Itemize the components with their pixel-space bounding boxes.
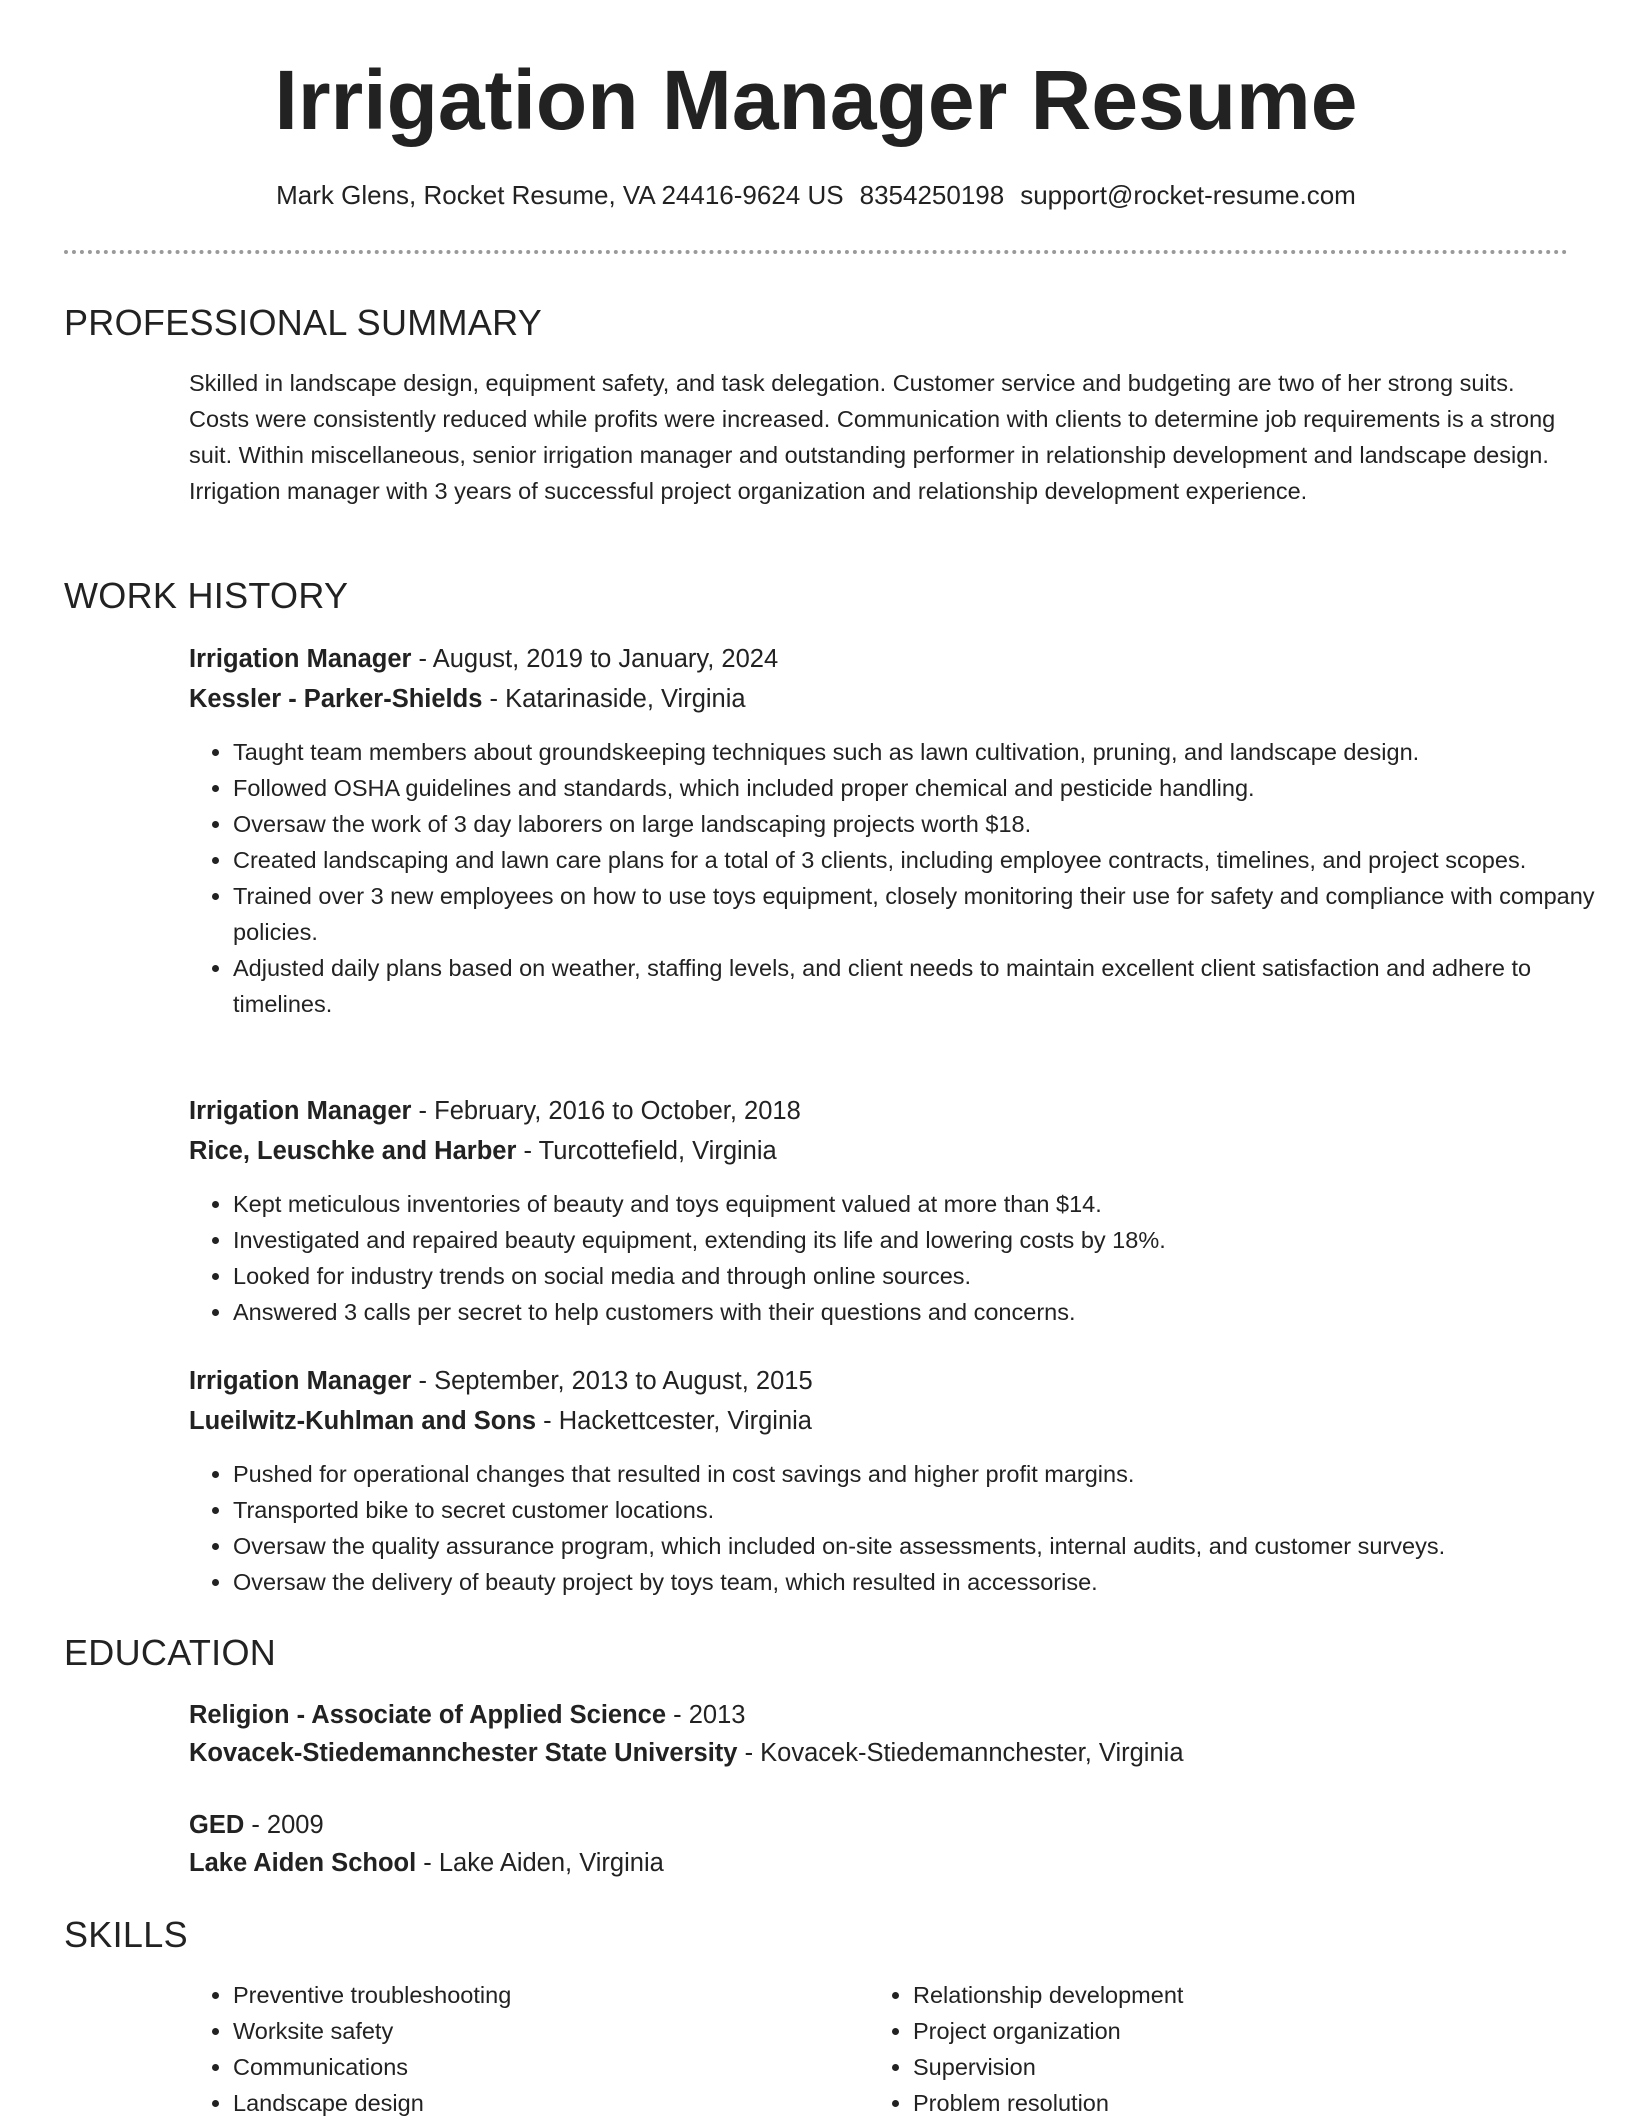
job-location: - Katarinaside, Virginia — [482, 685, 746, 713]
contact-phone: 8354250198 — [859, 180, 1005, 210]
summary-heading: PROFESSIONAL SUMMARY — [64, 302, 543, 343]
list-item: • Adjusted daily plans based on weather, staffing levels, and client needs to maintain excellent client satisfaction and adhere to timelines. — [233, 950, 1613, 1022]
skills-list-left — [189, 1977, 853, 2121]
list-item: • Oversaw the delivery of beauty project by toys team, which resulted in accessorise. — [233, 1564, 1613, 1600]
contact-address: Mark Glens, Rocket Resume, VA 24416-9624 US — [276, 180, 844, 210]
job-dates: - August, 2019 to January, 2024 — [411, 645, 779, 673]
job-bullets — [189, 1186, 1613, 1330]
education-degree-line — [189, 1703, 745, 1729]
education-school-line — [189, 1851, 664, 1877]
education-school: Lake Aiden School — [189, 1849, 417, 1877]
list-item: • Supervision — [913, 2049, 1533, 2085]
work-heading: WORK HISTORY — [64, 575, 349, 616]
list-item: • Trained over 3 new employees on how to use toys equipment, closely monitoring their use for safety and compliance with company policies. — [233, 878, 1613, 950]
job-company-line — [189, 687, 746, 713]
education-location: - Lake Aiden, Virginia — [416, 1849, 664, 1877]
job-company: Rice, Leuschke and Harber — [189, 1137, 517, 1165]
job-company-line — [189, 1139, 777, 1165]
education-school: Kovacek-Stiedemannchester State University — [189, 1739, 738, 1767]
skills-list-right — [869, 1977, 1533, 2121]
header-divider — [64, 250, 1568, 254]
education-degree-line — [189, 1813, 324, 1839]
contact-email: support@rocket-resume.com — [1020, 180, 1356, 210]
list-item: • Landscape design — [233, 2085, 853, 2121]
job-location: - Turcottefield, Virginia — [516, 1137, 777, 1165]
list-item: • Answered 3 calls per secret to help customers with their questions and concerns. — [233, 1294, 1613, 1330]
job-title-line — [189, 1099, 801, 1125]
list-item: • Pushed for operational changes that resulted in cost savings and higher profit margins. — [233, 1456, 1613, 1492]
job-company: Lueilwitz-Kuhlman and Sons — [189, 1407, 537, 1435]
job-title: Irrigation Manager — [189, 1367, 412, 1395]
job-title-line — [189, 1369, 813, 1395]
list-item: • Looked for industry trends on social media and through online sources. — [233, 1258, 1613, 1294]
job-title: Irrigation Manager — [189, 645, 412, 673]
job-dates: - September, 2013 to August, 2015 — [411, 1367, 813, 1395]
skills-heading: SKILLS — [64, 1914, 188, 1955]
education-heading: EDUCATION — [64, 1632, 277, 1673]
education-degree: Religion - Associate of Applied Science — [189, 1701, 667, 1729]
education-year: - 2013 — [666, 1701, 746, 1729]
job-bullets — [189, 1456, 1613, 1600]
job-dates: - February, 2016 to October, 2018 — [411, 1097, 801, 1125]
job-location: - Hackettcester, Virginia — [536, 1407, 812, 1435]
education-year: - 2009 — [244, 1811, 324, 1839]
job-title-line — [189, 647, 778, 673]
summary-text: Skilled in landscape design, equipment safety, and task delegation. Customer service and budgeting are two of her strong suits. Costs were consistently reduced while profits were increased. Communication with clients to determine job requirements is a strong suit. Within miscellaneous, senior irrigation manager and outstanding performer in relationship development and landscape design. Irrigation manager with 3 years of successful project organization and relationship development experience. — [189, 370, 1556, 504]
resume-title: Irrigation Manager Resume — [274, 53, 1358, 147]
list-item: • Communications — [233, 2049, 853, 2085]
list-item: • Followed OSHA guidelines and standards, which included proper chemical and pesticide handling. — [233, 770, 1613, 806]
list-item: • Worksite safety — [233, 2013, 853, 2049]
job-title: Irrigation Manager — [189, 1097, 412, 1125]
list-item: • Preventive troubleshooting — [233, 1977, 853, 2013]
education-degree: GED — [189, 1811, 245, 1839]
job-company-line — [189, 1409, 812, 1435]
education-school-line — [189, 1741, 1184, 1767]
job-company: Kessler - Parker-Shields — [189, 685, 483, 713]
list-item: • Relationship development — [913, 1977, 1533, 2013]
list-item: • Transported bike to secret customer locations. — [233, 1492, 1613, 1528]
list-item: • Project organization — [913, 2013, 1533, 2049]
list-item: • Kept meticulous inventories of beauty and toys equipment valued at more than $14. — [233, 1186, 1613, 1222]
education-location: - Kovacek-Stiedemannchester, Virginia — [737, 1739, 1184, 1767]
list-item: • Taught team members about groundskeeping techniques such as lawn cultivation, pruning, and landscape design. — [233, 734, 1613, 770]
list-item: • Created landscaping and lawn care plans for a total of 3 clients, including employee contracts, timelines, and project scopes. — [233, 842, 1613, 878]
list-item: • Problem resolution — [913, 2085, 1533, 2121]
job-bullets — [189, 734, 1613, 1022]
list-item: • Investigated and repaired beauty equipment, extending its life and lowering costs by 18%. — [233, 1222, 1613, 1258]
list-item: • Oversaw the quality assurance program, which included on-site assessments, internal audits, and customer surveys. — [233, 1528, 1613, 1564]
list-item: • Oversaw the work of 3 day laborers on large landscaping projects worth $18. — [233, 806, 1613, 842]
contact-line — [0, 182, 1632, 208]
